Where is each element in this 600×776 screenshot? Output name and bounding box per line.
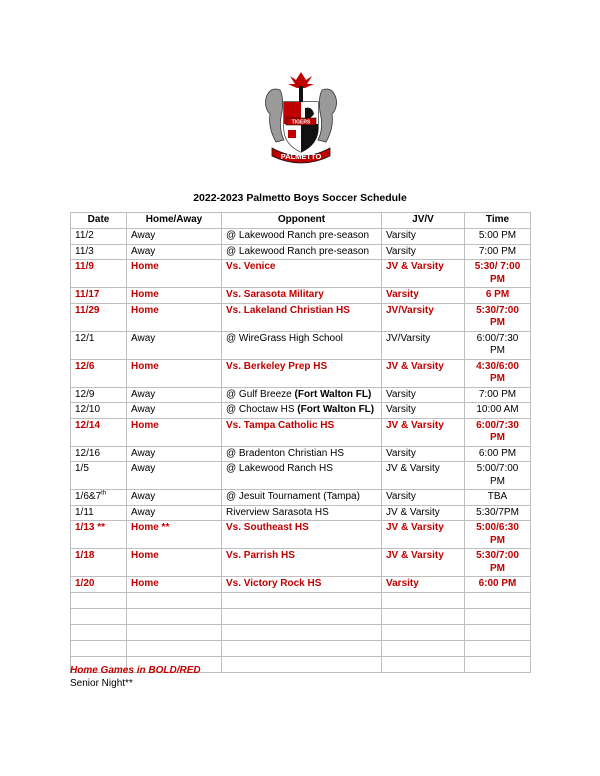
empty-cell — [127, 592, 222, 608]
cell-opponent-text: Riverview Sarasota HS — [226, 506, 329, 518]
cell-opponent — [222, 359, 382, 387]
cell-home-away-text: Away — [131, 230, 156, 241]
cell-home-away — [127, 303, 222, 331]
cell-jv-v — [382, 549, 465, 577]
empty-cell — [127, 608, 222, 624]
cell-jv-v-text: Varsity — [386, 388, 416, 400]
table-row — [71, 577, 531, 593]
cell-time-text: 6:00 PM — [478, 447, 517, 459]
cell-date — [71, 288, 127, 304]
empty-row — [71, 640, 531, 656]
opponent-location: (Fort Walton FL) — [297, 404, 375, 415]
empty-cell — [222, 608, 382, 624]
schedule-table — [70, 212, 531, 673]
cell-home-away — [127, 387, 222, 403]
header-jv-v: JV/V — [382, 213, 465, 229]
cell-opponent-text: Vs. Sarasota Military — [226, 289, 324, 300]
cell-time — [465, 446, 531, 462]
cell-date — [71, 387, 127, 403]
table-row — [71, 505, 531, 521]
header-home-away: Home/Away — [127, 213, 222, 229]
cell-home-away — [127, 229, 222, 245]
cell-opponent-text: @ Bradenton Christian HS — [226, 447, 344, 459]
cell-time-text: 5:00/7:00 PM — [476, 463, 519, 487]
cell-opponent-text: Vs. Tampa Catholic HS — [226, 419, 335, 431]
cell-date-text: 1/5 — [75, 463, 89, 474]
cell-home-away-text: Away — [131, 332, 156, 344]
cell-jv-v-text: Varsity — [386, 578, 419, 589]
cell-home-away-text: Away — [131, 447, 156, 459]
empty-cell — [382, 592, 465, 608]
cell-jv-v — [382, 403, 465, 419]
empty-cell — [222, 640, 382, 656]
cell-time-text: 4:30/6:00 PM — [476, 360, 519, 384]
cell-opponent-text: @ Jesuit Tournament (Tampa) — [226, 491, 360, 502]
cell-time — [465, 577, 531, 593]
empty-cell — [71, 592, 127, 608]
cell-jv-v — [382, 505, 465, 521]
empty-row — [71, 624, 531, 640]
cell-jv-v — [382, 303, 465, 331]
cell-date — [71, 260, 127, 288]
cell-time — [465, 490, 531, 506]
cell-date-text: 1/13 ** — [75, 522, 106, 533]
cell-time-text: 5:00/6:30 PM — [476, 522, 519, 546]
cell-home-away-text: Home ** — [131, 522, 170, 533]
cell-date — [71, 521, 127, 549]
cell-home-away — [127, 418, 222, 446]
cell-opponent — [222, 549, 382, 577]
empty-cell — [465, 656, 531, 672]
cell-opponent — [222, 303, 382, 331]
empty-cell — [222, 656, 382, 672]
cell-home-away-text: Home — [131, 304, 159, 316]
cell-time — [465, 505, 531, 521]
empty-cell — [222, 592, 382, 608]
cell-time — [465, 229, 531, 245]
cell-opponent — [222, 387, 382, 403]
empty-cell — [465, 592, 531, 608]
cell-opponent-text: Vs. Berkeley Prep HS — [226, 360, 328, 372]
date-suffix: th — [101, 490, 107, 497]
cell-time-text: 5:30/7PM — [476, 506, 519, 518]
cell-date-text: 11/2 — [75, 230, 94, 241]
cell-jv-v-text: Varsity — [386, 245, 416, 257]
cell-jv-v — [382, 446, 465, 462]
cell-home-away-text: Away — [131, 506, 156, 518]
cell-opponent — [222, 490, 382, 506]
cell-time-text: 10:00 AM — [476, 404, 519, 415]
cell-date-text: 12/1 — [75, 332, 95, 344]
table-row — [71, 490, 531, 506]
cell-date — [71, 229, 127, 245]
cell-jv-v — [382, 387, 465, 403]
cell-opponent — [222, 446, 382, 462]
cell-opponent — [222, 577, 382, 593]
cell-time — [465, 359, 531, 387]
cell-time — [465, 303, 531, 331]
cell-date — [71, 403, 127, 419]
cell-time — [465, 387, 531, 403]
empty-cell — [382, 624, 465, 640]
cell-time-text: 7:00 PM — [478, 388, 517, 400]
cell-jv-v-text: JV/Varsity — [386, 332, 431, 344]
cell-opponent — [222, 418, 382, 446]
cell-date — [71, 303, 127, 331]
cell-home-away-text: Away — [131, 388, 156, 400]
table-row — [71, 359, 531, 387]
cell-jv-v — [382, 288, 465, 304]
cell-jv-v — [382, 229, 465, 245]
empty-row — [71, 592, 531, 608]
cell-time — [465, 521, 531, 549]
cell-home-away-text: Home — [131, 261, 159, 272]
cell-date — [71, 577, 127, 593]
cell-jv-v-text: Varsity — [386, 289, 419, 300]
cell-opponent-text: @ Lakewood Ranch HS — [226, 463, 333, 474]
header-opponent: Opponent — [222, 213, 382, 229]
senior-night-note: Senior Night** — [70, 678, 133, 689]
cell-date — [71, 446, 127, 462]
cell-home-away-text: Home — [131, 550, 159, 561]
cell-opponent — [222, 403, 382, 419]
cell-home-away — [127, 462, 222, 490]
cell-date-text: 12/16 — [75, 447, 101, 459]
cell-home-away — [127, 577, 222, 593]
cell-home-away — [127, 288, 222, 304]
cell-jv-v-text: Varsity — [386, 230, 416, 241]
empty-row — [71, 608, 531, 624]
table-row — [71, 387, 531, 403]
cell-home-away — [127, 359, 222, 387]
table-row — [71, 462, 531, 490]
cell-date — [71, 331, 127, 359]
cell-jv-v — [382, 462, 465, 490]
cell-jv-v-text: Varsity — [386, 404, 416, 415]
crest-mascot-text: TIGERS — [291, 119, 311, 126]
cell-jv-v — [382, 331, 465, 359]
cell-time — [465, 462, 531, 490]
cell-jv-v — [382, 359, 465, 387]
header-date: Date — [71, 213, 127, 229]
cell-home-away — [127, 260, 222, 288]
cell-jv-v-text: Varsity — [386, 491, 416, 502]
empty-cell — [465, 624, 531, 640]
cell-jv-v-text: JV & Varsity — [386, 360, 444, 372]
table-row — [71, 403, 531, 419]
cell-home-away — [127, 521, 222, 549]
cell-opponent-text: @ Gulf Breeze — [226, 388, 295, 400]
cell-time — [465, 418, 531, 446]
cell-jv-v — [382, 490, 465, 506]
cell-time — [465, 549, 531, 577]
cell-home-away — [127, 403, 222, 419]
cell-opponent — [222, 462, 382, 490]
cell-jv-v — [382, 577, 465, 593]
cell-date-text: 1/20 — [75, 578, 95, 589]
crest-name-text: PALMETTO — [280, 152, 322, 161]
cell-jv-v-text: JV & Varsity — [386, 522, 444, 533]
cell-jv-v-text: JV & Varsity — [386, 506, 440, 518]
cell-opponent-text: Vs. Lakeland Christian HS — [226, 304, 350, 316]
cell-home-away — [127, 244, 222, 260]
cell-home-away — [127, 446, 222, 462]
empty-cell — [71, 624, 127, 640]
cell-jv-v-text: JV & Varsity — [386, 550, 444, 561]
schedule-body — [71, 229, 531, 673]
cell-opponent-text: @ Lakewood Ranch pre-season — [226, 245, 370, 257]
cell-date-text: 12/14 — [75, 419, 101, 431]
cell-opponent — [222, 521, 382, 549]
cell-opponent-text: Vs. Southeast HS — [226, 522, 309, 533]
cell-time-text: 5:30/7:00 PM — [476, 304, 519, 328]
cell-time-text: 5:30/7:00 PM — [476, 550, 519, 574]
cell-time-text: TBA — [487, 491, 508, 502]
cell-home-away-text: Home — [131, 578, 159, 589]
palmetto-tigers-crest — [262, 68, 340, 168]
cell-opponent — [222, 331, 382, 359]
table-row — [71, 549, 531, 577]
cell-home-away — [127, 549, 222, 577]
cell-date-text: 11/3 — [75, 245, 94, 257]
cell-opponent-text: @ Lakewood Ranch pre-season — [226, 230, 370, 241]
legend — [70, 664, 201, 690]
cell-opponent — [222, 244, 382, 260]
cell-jv-v — [382, 260, 465, 288]
cell-time — [465, 244, 531, 260]
table-row — [71, 446, 531, 462]
empty-cell — [465, 608, 531, 624]
empty-cell — [222, 624, 382, 640]
home-games-note: Home Games in BOLD/RED — [70, 665, 201, 676]
cell-home-away-text: Home — [131, 419, 159, 431]
table-row — [71, 244, 531, 260]
cell-time — [465, 260, 531, 288]
cell-opponent — [222, 260, 382, 288]
cell-time-text: 6:00/7:30 PM — [476, 419, 519, 443]
cell-time-text: 6:00 PM — [478, 578, 517, 589]
cell-jv-v — [382, 418, 465, 446]
table-row — [71, 521, 531, 549]
empty-cell — [382, 656, 465, 672]
cell-date-text: 11/9 — [75, 261, 94, 272]
cell-date — [71, 549, 127, 577]
cell-opponent — [222, 229, 382, 245]
table-header-row — [71, 213, 531, 229]
cell-date-text: 11/17 — [75, 289, 100, 300]
cell-jv-v-text: JV & Varsity — [386, 419, 444, 431]
cell-home-away-text: Away — [131, 491, 156, 502]
cell-jv-v-text: JV & Varsity — [386, 261, 444, 272]
empty-cell — [382, 608, 465, 624]
table-row — [71, 260, 531, 288]
cell-time-text: 7:00 PM — [478, 245, 517, 257]
cell-date-text: 12/9 — [75, 388, 95, 400]
cell-date — [71, 418, 127, 446]
cell-date — [71, 505, 127, 521]
empty-cell — [382, 640, 465, 656]
cell-jv-v — [382, 244, 465, 260]
cell-jv-v-text: JV & Varsity — [386, 463, 440, 474]
cell-home-away — [127, 490, 222, 506]
cell-date-text: 12/10 — [75, 404, 101, 415]
cell-date-text: 12/6 — [75, 360, 95, 372]
cell-date — [71, 244, 127, 260]
cell-home-away — [127, 505, 222, 521]
schedule-title: 2022-2023 Palmetto Boys Soccer Schedule — [193, 192, 407, 204]
cell-opponent-text: @ Choctaw HS — [226, 404, 298, 415]
cell-home-away-text: Away — [131, 245, 156, 257]
cell-date-text: 1/18 — [75, 550, 95, 561]
cell-jv-v — [382, 521, 465, 549]
cell-opponent-text: Vs. Venice — [226, 261, 276, 272]
empty-cell — [127, 624, 222, 640]
opponent-location: (Fort Walton FL) — [294, 388, 372, 400]
cell-time — [465, 331, 531, 359]
cell-time — [465, 403, 531, 419]
table-row — [71, 303, 531, 331]
cell-opponent-text: @ WireGrass High School — [226, 332, 343, 344]
cell-opponent-text: Vs. Victory Rock HS — [226, 578, 322, 589]
cell-opponent — [222, 505, 382, 521]
cell-time-text: 5:00 PM — [478, 230, 517, 241]
cell-opponent — [222, 288, 382, 304]
empty-cell — [127, 640, 222, 656]
cell-home-away-text: Away — [131, 463, 156, 474]
cell-jv-v-text: JV/Varsity — [386, 304, 434, 316]
cell-time-text: 5:30/ 7:00 PM — [474, 261, 521, 285]
cell-home-away-text: Away — [131, 404, 156, 415]
table-row — [71, 331, 531, 359]
empty-cell — [71, 608, 127, 624]
header-time: Time — [465, 213, 531, 229]
cell-date-text: 11/29 — [75, 304, 100, 316]
table-row — [71, 418, 531, 446]
cell-home-away-text: Home — [131, 289, 159, 300]
cell-time-text: 6:00/7:30 PM — [476, 332, 519, 356]
cell-home-away — [127, 331, 222, 359]
cell-date-text: 1/11 — [75, 506, 94, 518]
cell-date-text: 1/6&7 — [75, 491, 102, 502]
cell-jv-v-text: Varsity — [386, 447, 416, 459]
table-row — [71, 288, 531, 304]
empty-cell — [71, 640, 127, 656]
cell-time-text: 6 PM — [485, 289, 510, 300]
table-row — [71, 229, 531, 245]
cell-home-away-text: Home — [131, 360, 159, 372]
cell-date — [71, 359, 127, 387]
cell-opponent-text: Vs. Parrish HS — [226, 550, 295, 561]
cell-date — [71, 462, 127, 490]
empty-cell — [465, 640, 531, 656]
cell-time — [465, 288, 531, 304]
cell-date — [71, 490, 127, 506]
